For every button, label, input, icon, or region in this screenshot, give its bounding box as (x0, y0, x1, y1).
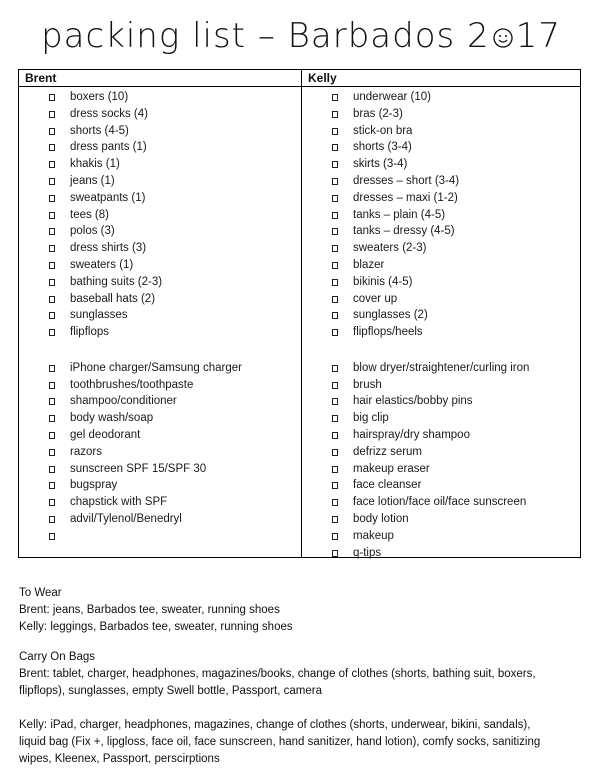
item-label: defrizz serum (353, 445, 423, 458)
item-label: jeans (1) (70, 174, 115, 187)
item-label: body lotion (353, 512, 409, 525)
item-label: sweaters (1) (70, 258, 134, 271)
checkbox-icon[interactable] (49, 296, 55, 303)
to-wear-section (19, 585, 293, 636)
item-label: dresses – maxi (1-2) (353, 191, 458, 204)
item-label: bugspray (70, 479, 118, 492)
checkbox-icon[interactable] (332, 296, 338, 303)
checkbox-icon[interactable] (49, 94, 55, 101)
smiley-face-icon (492, 16, 514, 60)
brent-heading: Brent (25, 71, 57, 85)
checklist-item (19, 123, 301, 140)
checklist-item (19, 377, 301, 394)
checkbox-icon[interactable] (49, 533, 55, 540)
checklist-item (19, 223, 301, 240)
checkbox-icon[interactable] (49, 329, 55, 336)
item-label: big clip (353, 412, 389, 425)
checklist-item (19, 190, 301, 207)
checkbox-icon[interactable] (332, 212, 338, 219)
checklist-item (19, 393, 301, 410)
checklist-item (302, 240, 581, 257)
checklist-item (302, 393, 581, 410)
item-label: dress socks (4) (70, 107, 148, 120)
item-label: stick-on bra (353, 124, 413, 137)
item-label: hairspray/dry shampoo (353, 428, 470, 441)
kelly-clothing-list (302, 89, 581, 341)
item-label: shorts (4-5) (70, 124, 129, 137)
checklist-item (19, 477, 301, 494)
checkbox-icon[interactable] (332, 382, 338, 389)
item-label: flipflops (70, 326, 109, 339)
checkbox-icon[interactable] (332, 516, 338, 523)
checklist-item (302, 307, 581, 324)
checkbox-icon[interactable] (49, 312, 55, 319)
checkbox-icon[interactable] (49, 482, 55, 489)
item-label: sweaters (2-3) (353, 242, 427, 255)
carry-on-section (19, 649, 540, 768)
checklist-item (19, 494, 301, 511)
checkbox-icon[interactable] (49, 466, 55, 473)
checklist-item (19, 427, 301, 444)
to-wear-brent: Brent: jeans, Barbados tee, sweater, running shoes (19, 604, 280, 616)
checkbox-icon[interactable] (49, 128, 55, 135)
brent-column (19, 70, 301, 545)
checkbox-icon[interactable] (49, 516, 55, 523)
item-label: bikinis (4-5) (353, 275, 413, 288)
item-label: razors (70, 445, 102, 458)
item-label: boxers (10) (70, 91, 129, 103)
checklist-item (302, 106, 581, 123)
item-label: tanks – plain (4-5) (353, 208, 446, 221)
checklist-item (302, 360, 581, 377)
carry-on-heading: Carry On Bags (19, 651, 96, 663)
brent-toiletries-list (19, 360, 301, 545)
checkbox-icon[interactable] (49, 178, 55, 185)
page-title (0, 14, 602, 60)
checklist-item (19, 240, 301, 257)
item-label: khakis (1) (70, 158, 120, 171)
kelly-column (302, 70, 581, 561)
packing-table (18, 69, 581, 558)
checklist-item (19, 156, 301, 173)
checkbox-icon[interactable] (332, 466, 338, 473)
checklist-item (19, 324, 301, 341)
checklist-item (302, 291, 581, 308)
to-wear-heading: To Wear (19, 587, 62, 599)
checkbox-icon[interactable] (332, 228, 338, 235)
checklist-item (302, 223, 581, 240)
checkbox-icon[interactable] (332, 94, 338, 101)
item-label: sweatpants (1) (70, 191, 146, 204)
checkbox-icon[interactable] (332, 262, 338, 269)
checklist-item (19, 528, 301, 545)
checkbox-icon[interactable] (49, 262, 55, 269)
checkbox-icon[interactable] (332, 195, 338, 202)
checkbox-icon[interactable] (49, 499, 55, 506)
item-label: polos (3) (70, 225, 115, 238)
item-label: toothbrushes/toothpaste (70, 378, 194, 391)
item-label: skirts (3-4) (353, 158, 408, 171)
checklist-item (19, 106, 301, 123)
item-label: cover up (353, 292, 398, 305)
title-text-end: 17 (515, 16, 561, 56)
checklist-item (302, 274, 581, 291)
checklist-item (19, 207, 301, 224)
checklist-item (302, 156, 581, 173)
item-label: hair elastics/bobby pins (353, 395, 473, 408)
checklist-item (302, 494, 581, 511)
checkbox-icon[interactable] (332, 432, 338, 439)
item-label: sunscreen SPF 15/SPF 30 (70, 462, 207, 475)
checklist-item (302, 528, 581, 545)
checkbox-icon[interactable] (49, 415, 55, 422)
checkbox-icon[interactable] (332, 482, 338, 489)
checklist-item (19, 89, 301, 106)
item-label: q-tips (353, 546, 382, 559)
checkbox-icon[interactable] (332, 161, 338, 168)
item-label: flipflops/heels (353, 326, 423, 339)
carry-on-brent-line2: flipflops), sunglasses, empty Swell bottle, Passport, camera (19, 685, 322, 697)
item-label: face cleanser (353, 479, 422, 492)
checklist-item (302, 461, 581, 478)
checkbox-icon[interactable] (332, 398, 338, 405)
checkbox-icon[interactable] (49, 449, 55, 456)
item-label: blow dryer/straightener/curling iron (353, 361, 530, 374)
item-label: dress shirts (3) (70, 242, 147, 255)
item-label: brush (353, 378, 382, 391)
item-label: iPhone charger/Samsung charger (70, 361, 242, 374)
checklist-item (302, 324, 581, 341)
item-label: gel deodorant (70, 428, 141, 441)
checkbox-icon[interactable] (332, 329, 338, 336)
checkbox-icon[interactable] (49, 228, 55, 235)
item-label: face lotion/face oil/face sunscreen (353, 496, 527, 509)
item-label: bathing suits (2-3) (70, 275, 163, 288)
item-label: makeup eraser (353, 462, 430, 475)
title-text-start: packing list – Barbados 2 (41, 16, 490, 56)
checkbox-icon[interactable] (332, 449, 338, 456)
to-wear-kelly: Kelly: leggings, Barbados tee, sweater, running shoes (19, 621, 293, 633)
checkbox-icon[interactable] (49, 144, 55, 151)
item-label: blazer (353, 258, 385, 271)
item-label: dress pants (1) (70, 141, 147, 154)
checklist-item (302, 173, 581, 190)
item-label: dresses – short (3-4) (353, 174, 460, 187)
item-label: shampoo/conditioner (70, 395, 177, 408)
checklist-item (302, 444, 581, 461)
checklist-item (302, 190, 581, 207)
checkbox-icon[interactable] (49, 382, 55, 389)
carry-on-kelly-line2: liquid bag (Fix +, lipgloss, face oil, face sunscreen, hand sanitizer, hand lotion), comfy socks, sanitizing (19, 736, 541, 748)
checklist-item (302, 545, 581, 562)
item-label: baseball hats (2) (70, 292, 156, 305)
checkbox-icon[interactable] (332, 312, 338, 319)
item-label: sunglasses (70, 309, 128, 322)
item-label: tees (8) (70, 208, 109, 221)
checklist-item (19, 139, 301, 156)
item-label: tanks – dressy (4-5) (353, 225, 455, 238)
item-label: body wash/soap (70, 412, 154, 425)
checklist-item (302, 139, 581, 156)
checkbox-icon[interactable] (332, 365, 338, 372)
checklist-item (302, 410, 581, 427)
checklist-item (19, 274, 301, 291)
carry-on-kelly-line1: Kelly: iPad, charger, headphones, magazines, change of clothes (shorts, underwear, bikini, sandals), (19, 719, 531, 731)
checkbox-icon[interactable] (332, 550, 338, 557)
item-label: sunglasses (2) (353, 309, 428, 322)
checkbox-icon[interactable] (49, 365, 55, 372)
checklist-item (19, 444, 301, 461)
checklist-item (19, 461, 301, 478)
checklist-item (19, 410, 301, 427)
checkbox-icon[interactable] (49, 432, 55, 439)
checkbox-icon[interactable] (49, 245, 55, 252)
checklist-item (19, 257, 301, 274)
checkbox-icon[interactable] (332, 415, 338, 422)
checkbox-icon[interactable] (332, 128, 338, 135)
checkbox-icon[interactable] (332, 499, 338, 506)
item-label: advil/Tylenol/Benedryl (70, 512, 182, 525)
item-label: underwear (10) (353, 91, 431, 103)
checkbox-icon[interactable] (332, 245, 338, 252)
checklist-item (19, 511, 301, 528)
checkbox-icon[interactable] (49, 398, 55, 405)
item-label: shorts (3-4) (353, 141, 412, 154)
checkbox-icon[interactable] (49, 212, 55, 219)
checkbox-icon[interactable] (332, 111, 338, 118)
checkbox-icon[interactable] (332, 279, 338, 286)
carry-on-kelly-line3: wipes, Kleenex, Passport, perscirptions (19, 753, 220, 765)
brent-clothing-list (19, 89, 301, 341)
checklist-item (19, 360, 301, 377)
checklist-item (302, 123, 581, 140)
checklist-item (19, 291, 301, 308)
item-label: bras (2-3) (353, 107, 403, 120)
checkbox-icon[interactable] (332, 178, 338, 185)
item-label: chapstick with SPF (70, 496, 168, 509)
checklist-item (19, 307, 301, 324)
checkbox-icon[interactable] (332, 144, 338, 151)
checklist-item (302, 477, 581, 494)
checklist-item (302, 427, 581, 444)
checkbox-icon[interactable] (49, 161, 55, 168)
item-label: makeup (353, 529, 394, 542)
checklist-item (302, 89, 581, 106)
checkbox-icon[interactable] (49, 279, 55, 286)
kelly-heading: Kelly (308, 71, 337, 85)
checkbox-icon[interactable] (332, 533, 338, 540)
kelly-toiletries-list (302, 360, 581, 562)
checkbox-icon[interactable] (49, 195, 55, 202)
checklist-item (302, 207, 581, 224)
carry-on-brent-line1: Brent: tablet, charger, headphones, magazines/books, change of clothes (shorts, bathing suit, boxers, (19, 668, 536, 680)
checklist-item (302, 257, 581, 274)
checklist-item (302, 511, 581, 528)
checklist-item (19, 173, 301, 190)
checklist-item (302, 377, 581, 394)
checkbox-icon[interactable] (49, 111, 55, 118)
